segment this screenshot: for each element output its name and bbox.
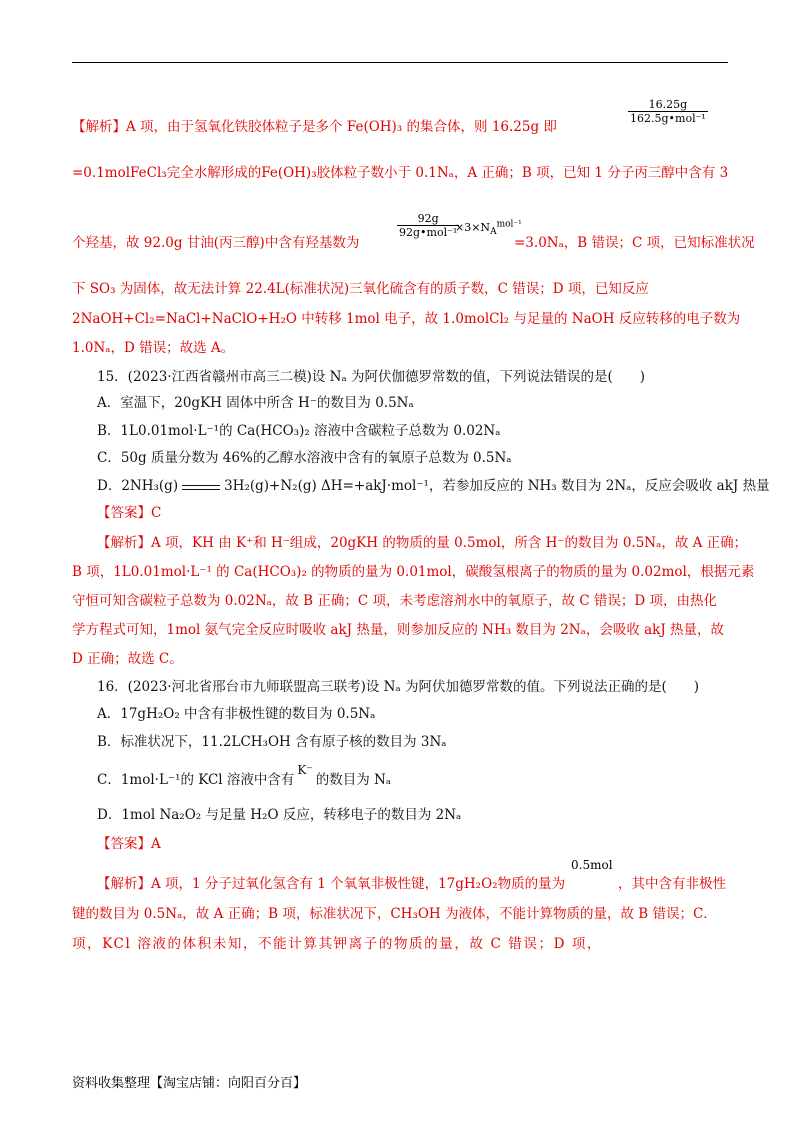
fraction-glycerol xyxy=(397,212,459,239)
explanation-16-line: 【解析】A 项，1 分子过氧化氢含有 1 个氧氧非极性键，17gH₂O₂物质的量为 xyxy=(97,876,566,892)
explanation-line: 1.0Nₐ，D 错误；故选 A。 xyxy=(72,340,235,356)
multiplier-text: ×3×N xyxy=(455,221,491,234)
explanation-line: 【解析】A 项，由于氢氧化铁胶体粒子是多个 Fe(OH)₃ 的集合体，则 16.25g 即 xyxy=(72,119,557,135)
explanation-line: =0.1molFeCl₃完全水解形成的Fe(OH)₃胶体粒子数小于 0.1Nₐ，A 正确；B 项，已知 1 分子丙三醇中含有 3 xyxy=(72,165,729,181)
question-16-option-d: D．1mol Na₂O₂ 与足量 H₂O 反应，转移电子的数目为 2Nₐ xyxy=(97,807,462,823)
multiplier-sup: mol⁻¹ xyxy=(496,219,522,230)
question-16-stem: 16．(2023·河北省邢台市九师联盟高三联考)设 Nₐ 为阿伏加德罗常数的值。下列说法正确的是( ) xyxy=(97,679,699,695)
explanation-16-line: 键的数目为 0.5Nₐ，故 A 正确；B 项，标准状况下，CH₃OH 为液体，不能计算物质的量，故 B 错误；C． xyxy=(72,906,717,922)
fraction-denominator: 162.5g•mol⁻¹ xyxy=(630,112,706,125)
fraction-denominator: 92g•mol⁻¹ xyxy=(399,226,458,239)
fraction-multiplier xyxy=(455,219,522,238)
answer-15: 【答案】C xyxy=(97,505,162,521)
fraction-numerator: 16.25g xyxy=(628,98,708,112)
option-c-tail: 的数目为 Nₐ xyxy=(315,772,392,788)
explanation-line: =3.0Nₐ，B 错误；C 项，已知标准状况 xyxy=(514,235,755,251)
question-16-option-c xyxy=(97,763,392,789)
question-15-option-b: B．1L0.01mol·L⁻¹的 Ca(HCO₃)₂ 溶液中含碳粒子总数为 0.02Nₐ xyxy=(97,423,501,439)
explanation-15-line: D 正确；故选 C。 xyxy=(72,651,183,667)
explanation-15-line: B 项，1L0.01mol·L⁻¹ 的 Ca(HCO₃)₂ 的物质的量为 0.01mol，碳酸氢根离子的物质的量为 0.02mol，根据元素 xyxy=(72,564,755,580)
moles-value: 0.5mol xyxy=(571,858,613,872)
question-15-option-a: A．室温下，20gKH 固体中所含 H⁻的数目为 0.5Nₐ xyxy=(97,395,414,411)
question-16-option-a: A．17gH₂O₂ 中含有非极性键的数目为 0.5Nₐ xyxy=(97,706,376,722)
header-rule xyxy=(72,62,728,63)
option-d-lhs: D．2NH₃(g) xyxy=(97,478,179,494)
potassium-ion-label: K⁻ xyxy=(297,763,313,777)
footer-source: 资料收集整理【淘宝店铺：向阳百分百】 xyxy=(72,1076,307,1091)
fraction-numerator: 92g xyxy=(397,212,459,226)
question-15-stem: 15．(2023·江西省赣州市高三二模)设 Nₐ 为阿伏伽德罗常数的值，下列说法错误的是( ) xyxy=(97,369,645,385)
explanation-line: 个羟基，故 92.0g 甘油(丙三醇)中含有羟基数为 xyxy=(72,235,360,251)
explanation-15-line: 学方程式可知，1mol 氨气完全反应时吸收 akJ 热量，则参加反应的 NH₃ 数目为 2Nₐ，会吸收 akJ 热量，故 xyxy=(72,622,725,638)
question-16-option-b: B．标准状况下，11.2LCH₃OH 含有原子核的数目为 3Nₐ xyxy=(97,734,447,750)
explanation-line: 2NaOH+Cl₂=NaCl+NaClO+H₂O 中转移 1mol 电子，故 1.0molCl₂ 与足量的 NaOH 反应转移的电子数为 xyxy=(72,311,741,327)
answer-16: 【答案】A xyxy=(97,836,161,852)
explanation-15-line: 守恒可知含碳粒子总数为 0.02Nₐ，故 B 正确；C 项，未考虑溶剂水中的氧原子，故 C 错误；D 项，由热化 xyxy=(72,593,718,609)
multiplier-sub: A xyxy=(490,227,497,238)
explanation-16-line: 项，KCl 溶液的体积未知，不能计算其钾离子的物质的量，故 C 错误；D 项， xyxy=(72,936,603,952)
fraction-mass-over-molar-mass xyxy=(628,98,708,125)
option-d-rhs: 3H₂(g)+N₂(g) ΔH=+akJ·mol⁻¹，若参加反应的 NH₃ 数目为 2Nₐ，反应会吸收 akJ 热量 xyxy=(224,478,770,494)
explanation-line: 下 SO₃ 为固体，故无法计算 22.4L(标准状况)三氧化硫含有的质子数，C 错误；D 项，已知反应 xyxy=(72,281,649,297)
option-c-text: C．1mol·L⁻¹的 KCl 溶液中含有 xyxy=(97,772,295,788)
question-15-option-d xyxy=(97,477,770,495)
equilibrium-arrow-icon xyxy=(182,482,220,492)
question-15-option-c: C．50g 质量分数为 46%的乙醇水溶液中含有的氧原子总数为 0.5Nₐ xyxy=(97,450,512,466)
explanation-16-line: ，其中含有非极性 xyxy=(618,876,726,892)
explanation-15-line: 【解析】A 项，KH 由 K⁺和 H⁻组成，20gKH 的物质的量 0.5mol，所含 H⁻的数目为 0.5Nₐ，故 A 正确； xyxy=(97,535,748,551)
